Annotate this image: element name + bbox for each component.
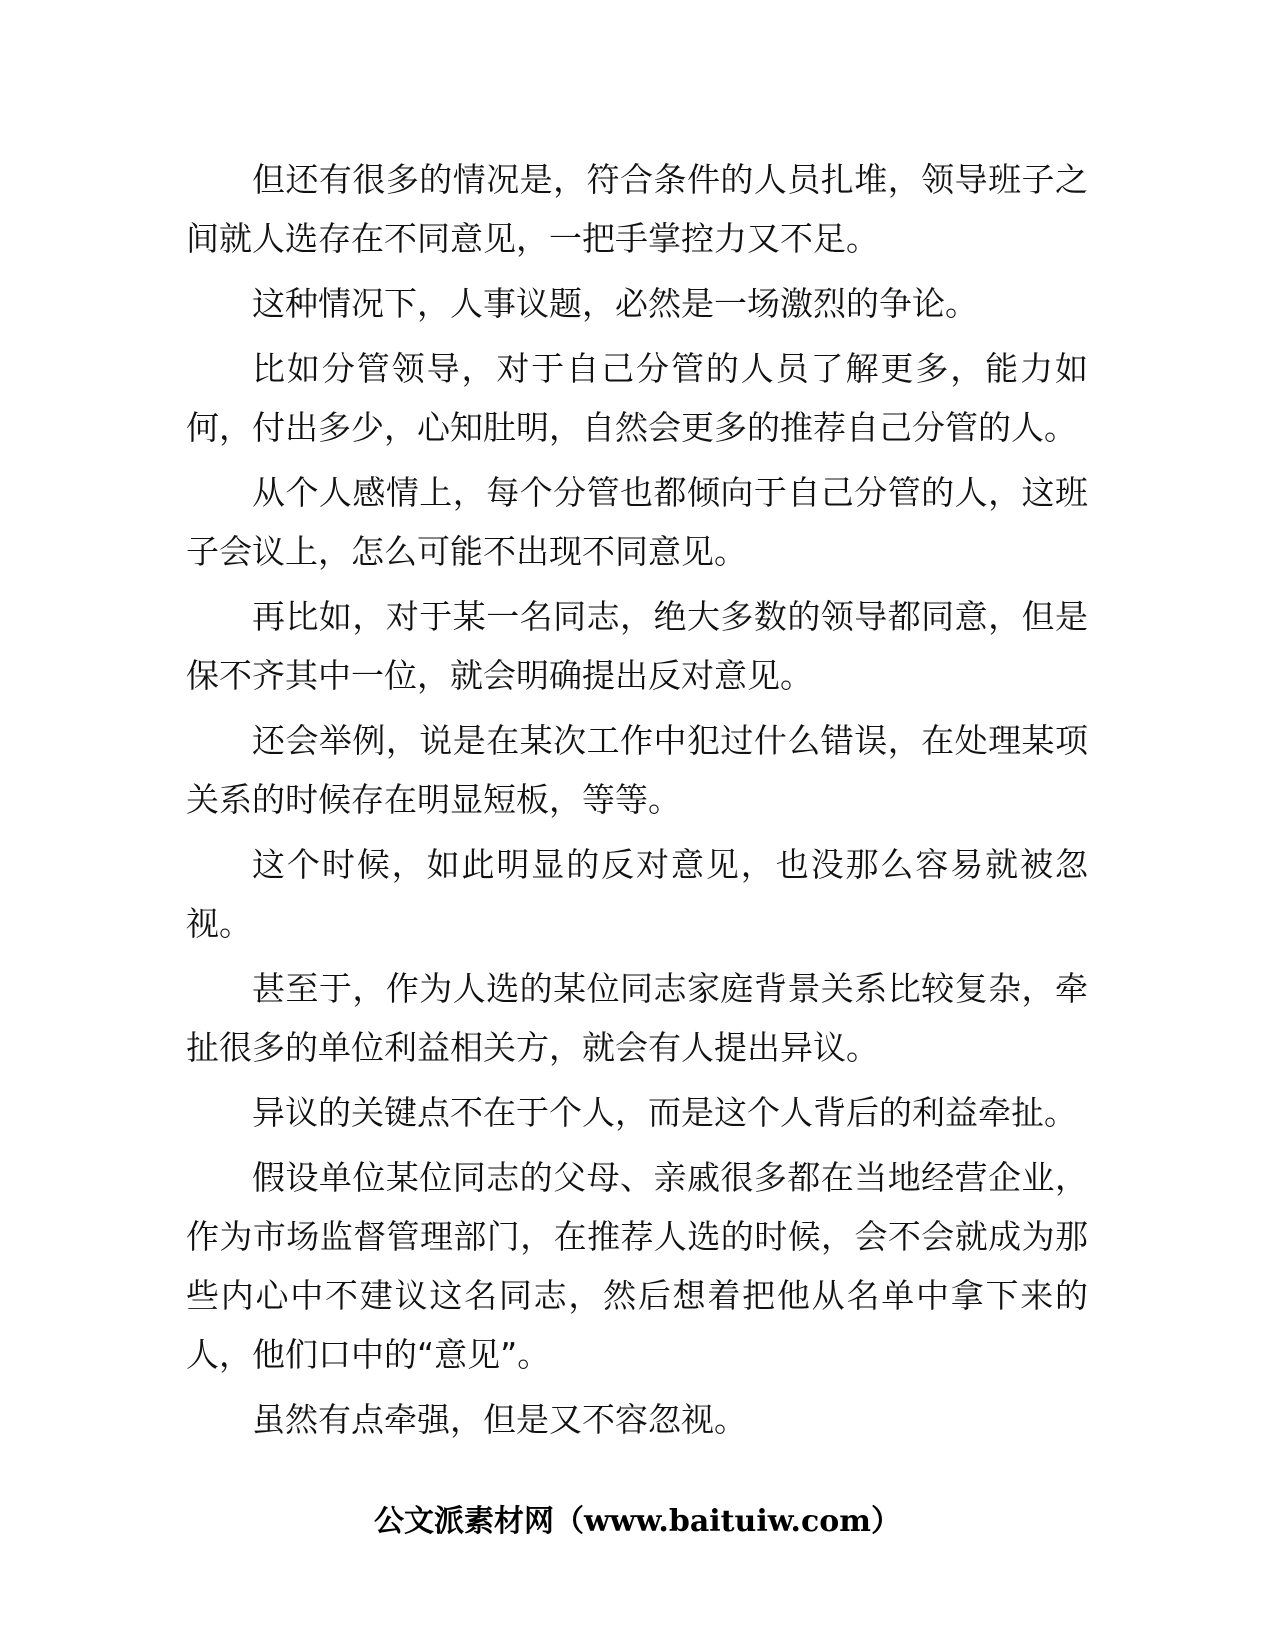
paragraph-5: 再比如，对于某一名同志，绝大多数的领导都同意，但是保不齐其中一位，就会明确提出反对意见。 xyxy=(186,597,1088,695)
document-body xyxy=(186,150,1088,1455)
page-footer: 公文派素材网（www.baituiw.com） xyxy=(373,1504,902,1539)
paragraph-7: 这个时候，如此明显的反对意见，也没那么容易就被忽视。 xyxy=(186,845,1088,943)
paragraph-4: 从个人感情上，每个分管也都倾向于自己分管的人，这班子会议上，怎么可能不出现不同意见。 xyxy=(186,473,1088,571)
paragraph-2: 这种情况下，人事议题，必然是一场激烈的争论。 xyxy=(252,284,978,323)
paragraph-11: 虽然有点牵强，但是又不容忽视。 xyxy=(252,1400,747,1439)
paragraph-1: 但还有很多的情况是，符合条件的人员扎堆，领导班子之间就人选存在不同意见，一把手掌控力又不足。 xyxy=(186,160,1088,258)
paragraph-10: 假设单位某位同志的父母、亲戚很多都在当地经营企业，作为市场监督管理部门，在推荐人选的时候，会不会就成为那些内心中不建议这名同志，然后想着把他从名单中拿下来的人，他们口中的“意见”。 xyxy=(186,1158,1088,1374)
paragraph-8: 甚至于，作为人选的某位同志家庭背景关系比较复杂，牵扯很多的单位利益相关方，就会有人提出异议。 xyxy=(186,969,1088,1067)
paragraph-9: 异议的关键点不在于个人，而是这个人背后的利益牵扯。 xyxy=(252,1093,1077,1132)
paragraph-6: 还会举例，说是在某次工作中犯过什么错误，在处理某项关系的时候存在明显短板，等等。 xyxy=(186,721,1088,819)
paragraph-3: 比如分管领导，对于自己分管的人员了解更多，能力如何，付出多少，心知肚明，自然会更多的推荐自己分管的人。 xyxy=(186,349,1088,447)
